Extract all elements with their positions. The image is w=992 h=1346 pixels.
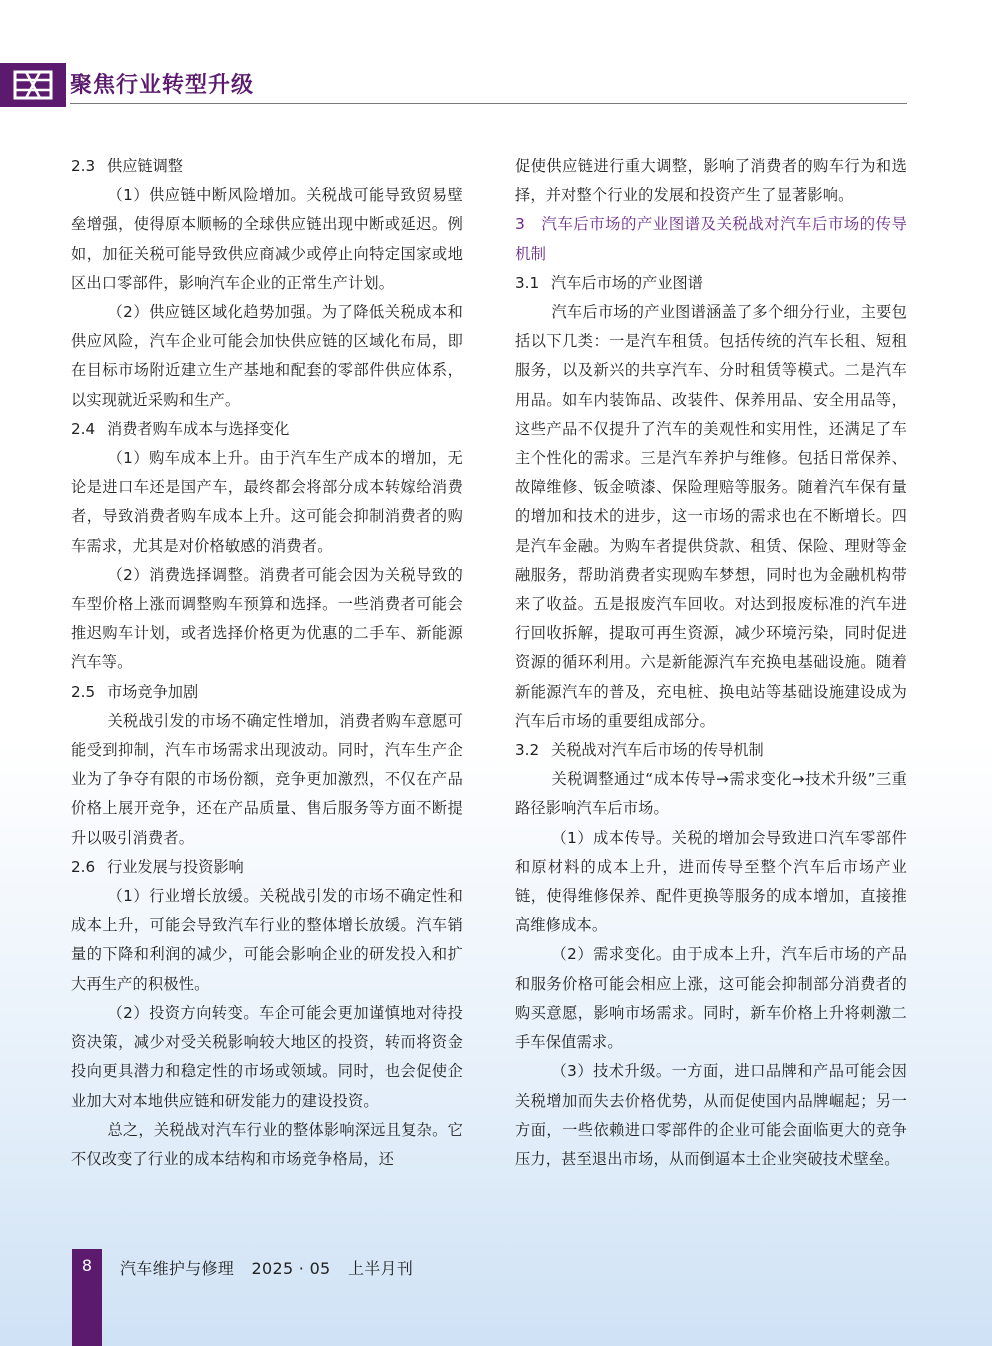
body-paragraph: （2）需求变化。由于成本上升，汽车后市场的产品和服务价格可能会相应上涨，这可能会抑制部分消费者的购买意愿，影响市场需求。同时，新车价格上升将刺激二手车保值需求。	[515, 945, 907, 1052]
body-paragraph: （3）技术升级。一方面，进口品牌和产品可能会因关税增加而失去价格优势，从而促使国内品牌崛起；另一方面，一些依赖进口零部件的企业可能会面临更大的竞争压力，甚至退出市场，从而倒逼本土企业突破技术壁垒。	[515, 1062, 907, 1168]
section-heading	[71, 853, 463, 882]
body-paragraph: （1）成本传导。关税的增加会导致进口汽车零部件和原材料的成本上升，进而传导至整个汽车后市场产业链，使得维修保养、配件更换等服务的成本增加，直接推高维修成本。	[515, 828, 907, 935]
body-paragraph: （2）供应链区域化趋势加强。为了降低关税成本和供应风险，汽车企业可能会加快供应链的区域化布局，即在目标市场附近建立生产基地和配套的零部件供应体系，以实现就近采购和生产。	[71, 303, 463, 409]
page-number: 8	[81, 1256, 93, 1275]
body-paragraph: （2）消费选择调整。消费者可能会因为关税导致的车型价格上涨而调整购车预算和选择。一些消费者可能会推迟购车计划，或者选择价格更为优惠的二手车、新能源汽车等。	[71, 565, 463, 672]
section-heading	[71, 415, 463, 444]
chapter-heading	[515, 210, 907, 268]
journal-issue: 2025 · 05	[251, 1259, 331, 1278]
heading-number: 2.4	[71, 419, 96, 438]
heading-text: 汽车后市场的产业图谱	[551, 273, 703, 292]
heading-text: 供应链调整	[107, 157, 183, 175]
right-column	[515, 152, 907, 1174]
heading-text: 消费者购车成本与选择变化	[107, 419, 290, 438]
section-heading	[515, 269, 907, 298]
section-heading	[71, 152, 463, 181]
heading-number: 2.5	[71, 682, 96, 701]
body-paragraph: 促使供应链进行重大调整，影响了消费者的购车行为和选择，并对整个行业的发展和投资产生了显著影响。	[515, 157, 907, 205]
page-header	[0, 56, 992, 112]
body-paragraph: 汽车后市场的产业图谱涵盖了多个细分行业，主要包括以下几类：一是汽车租赁。包括传统的汽车长租、短租服务，以及新兴的共享汽车、分时租赁等模式。二是汽车用品。如车内装饰品、改装件、保养用品、安全用品等，这些产品不仅提升了汽车的美观性和实用性，还满足了车主个性化的需求。三是汽车养护与维修。包括日常保养、故障维修、钣金喷漆、保险理赔等服务。随着汽车保有量的增加和技术的进步，这一市场的需求也在不断增长。四是汽车金融。为购车者提供贷款、租赁、保险、理财等金融服务，帮助消费者实现购车梦想，同时也为金融机构带来了收益。五是报废汽车回收。对达到报废标准的汽车进行回收拆解，提取可再生资源，减少环境污染，同时促进资源的循环利用。六是新能源汽车充换电基础设施。随着新能源汽车的普及，充电桩、换电站等基础设施建设成为汽车后市场的重要组成部分。	[515, 303, 907, 730]
heading-number: 3.1	[515, 273, 540, 292]
body-paragraph: （2）投资方向转变。车企可能会更加谨慎地对待投资决策，减少对受关税影响较大地区的投资，转而将资金投向更具潜力和稳定性的市场或领域。同时，也会促使企业加大对本地供应链和研发能力的建设投资。	[71, 1003, 463, 1110]
section-logo-icon	[12, 69, 54, 101]
header-divider	[70, 103, 907, 104]
heading-number: 2.6	[71, 857, 96, 876]
heading-text: 汽车后市场的产业图谱及关税战对汽车后市场的传导机制	[515, 215, 907, 263]
body-paragraph: 关税调整通过“成本传导→需求变化→技术升级”三重路径影响汽车后市场。	[515, 770, 907, 818]
heading-number: 2.3	[71, 157, 96, 175]
body-paragraph: （1）行业增长放缓。关税战引发的市场不确定性和成本上升，可能会导致汽车行业的整体增长放缓。汽车销量的下降和利润的减少，可能会影响企业的研发投入和扩大再生产的积极性。	[71, 887, 463, 993]
section-heading	[515, 736, 907, 765]
heading-text: 市场竞争加剧	[107, 682, 199, 701]
journal-edition: 上半月刊	[347, 1259, 414, 1278]
journal-name: 汽车维护与修理	[120, 1259, 235, 1278]
left-column	[71, 152, 463, 1174]
body-paragraph: （1）购车成本上升。由于汽车生产成本的增加，无论是进口车还是国产车，最终都会将部分成本转嫁给消费者，导致消费者购车成本上升。这可能会抑制消费者的购车需求，尤其是对价格敏感的消费者。	[71, 449, 463, 555]
body-paragraph: 关税战引发的市场不确定性增加，消费者购车意愿可能受到抑制，汽车市场需求出现波动。同时，汽车生产企业为了争夺有限的市场份额，竞争更加激烈，不仅在产品价格上展开竞争，还在产品质量、售后服务等方面不断提升以吸引消费者。	[71, 711, 463, 847]
journal-info	[120, 1256, 425, 1279]
body-paragraph: （1）供应链中断风险增加。关税战可能导致贸易壁垒增强，使得原本顺畅的全球供应链出现中断或延迟。例如，加征关税可能导致供应商减少或停止向特定国家或地区出口零部件，影响汽车企业的正常生产计划。	[71, 186, 463, 292]
section-heading	[71, 678, 463, 707]
heading-number: 3	[515, 215, 525, 234]
heading-text: 关税战对汽车后市场的传导机制	[551, 741, 764, 760]
heading-text: 行业发展与投资影响	[107, 857, 244, 876]
body-paragraph: 总之，关税战对汽车行业的整体影响深远且复杂。它不仅改变了行业的成本结构和市场竞争格局，还	[71, 1120, 463, 1168]
section-logo	[0, 63, 66, 107]
heading-number: 3.2	[515, 741, 540, 760]
section-title: 聚焦行业转型升级	[70, 73, 255, 98]
